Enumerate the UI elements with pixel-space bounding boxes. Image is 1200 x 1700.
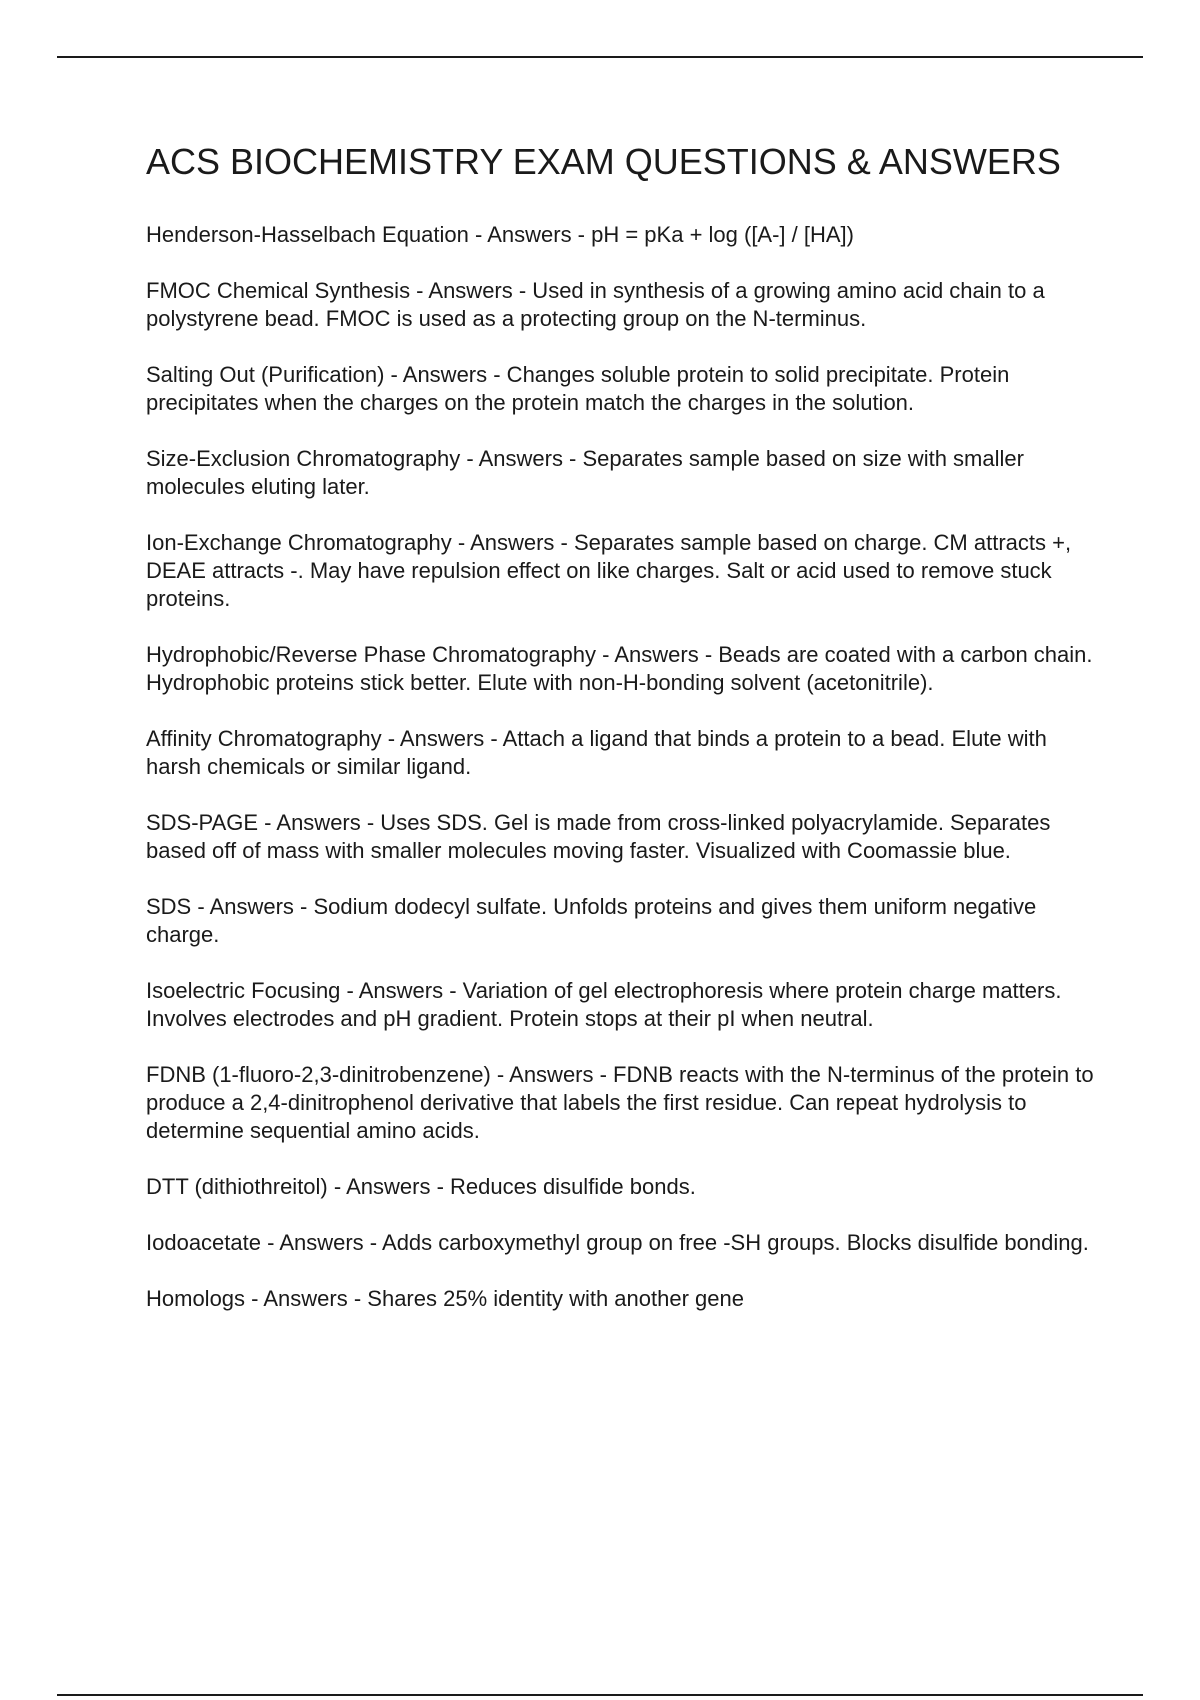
document-title: ACS BIOCHEMISTRY EXAM QUESTIONS & ANSWERS xyxy=(146,141,1061,182)
qa-entry: Isoelectric Focusing - Answers - Variation of gel electrophoresis where protein charge matters. Involves electrodes and pH gradient. Protein stops at their pI when neutral. xyxy=(146,978,1062,1032)
qa-entry: Iodoacetate - Answers - Adds carboxymethyl group on free -SH groups. Blocks disulfide bonding. xyxy=(146,1230,1089,1256)
qa-entry: Size-Exclusion Chromatography - Answers - Separates sample based on size with smaller molecules eluting later. xyxy=(146,446,1024,500)
qa-entry: Ion-Exchange Chromatography - Answers - Separates sample based on charge. CM attracts +, DEAE attracts -. May have repulsion effect on like charges. Salt or acid used to remove stuck proteins. xyxy=(146,530,1072,612)
qa-entry: Homologs - Answers - Shares 25% identity with another gene xyxy=(146,1286,744,1312)
bottom-divider xyxy=(57,1694,1143,1696)
qa-entry: FDNB (1-fluoro-2,3-dinitrobenzene) - Answers - FDNB reacts with the N-terminus of the protein to produce a 2,4-dinitrophenol derivative that labels the first residue. Can repeat hydrolysis to determine sequential amino acids. xyxy=(146,1062,1094,1144)
qa-entry: SDS - Answers - Sodium dodecyl sulfate. Unfolds proteins and gives them uniform negative charge. xyxy=(146,894,1037,948)
qa-entry: Henderson-Hasselbach Equation - Answers - pH = pKa + log ([A-] / [HA]) xyxy=(146,222,854,248)
qa-entry: Hydrophobic/Reverse Phase Chromatography - Answers - Beads are coated with a carbon chain. Hydrophobic proteins stick better. Elute with non-H-bonding solvent (acetonitrile). xyxy=(146,642,1093,696)
qa-entry: SDS-PAGE - Answers - Uses SDS. Gel is made from cross-linked polyacrylamide. Separates based off of mass with smaller molecules moving faster. Visualized with Coomassie blue. xyxy=(146,810,1051,864)
qa-entry: Affinity Chromatography - Answers - Attach a ligand that binds a protein to a bead. Elute with harsh chemicals or similar ligand. xyxy=(146,726,1047,780)
document-body xyxy=(146,140,1096,1341)
qa-entry: FMOC Chemical Synthesis - Answers - Used in synthesis of a growing amino acid chain to a polystyrene bead. FMOC is used as a protecting group on the N-terminus. xyxy=(146,278,1045,332)
top-divider xyxy=(57,56,1143,58)
qa-list xyxy=(146,221,1096,1313)
qa-entry: DTT (dithiothreitol) - Answers - Reduces disulfide bonds. xyxy=(146,1174,696,1200)
qa-entry: Salting Out (Purification) - Answers - Changes soluble protein to solid precipitate. Protein precipitates when the charges on the protein match the charges in the solution. xyxy=(146,362,1010,416)
